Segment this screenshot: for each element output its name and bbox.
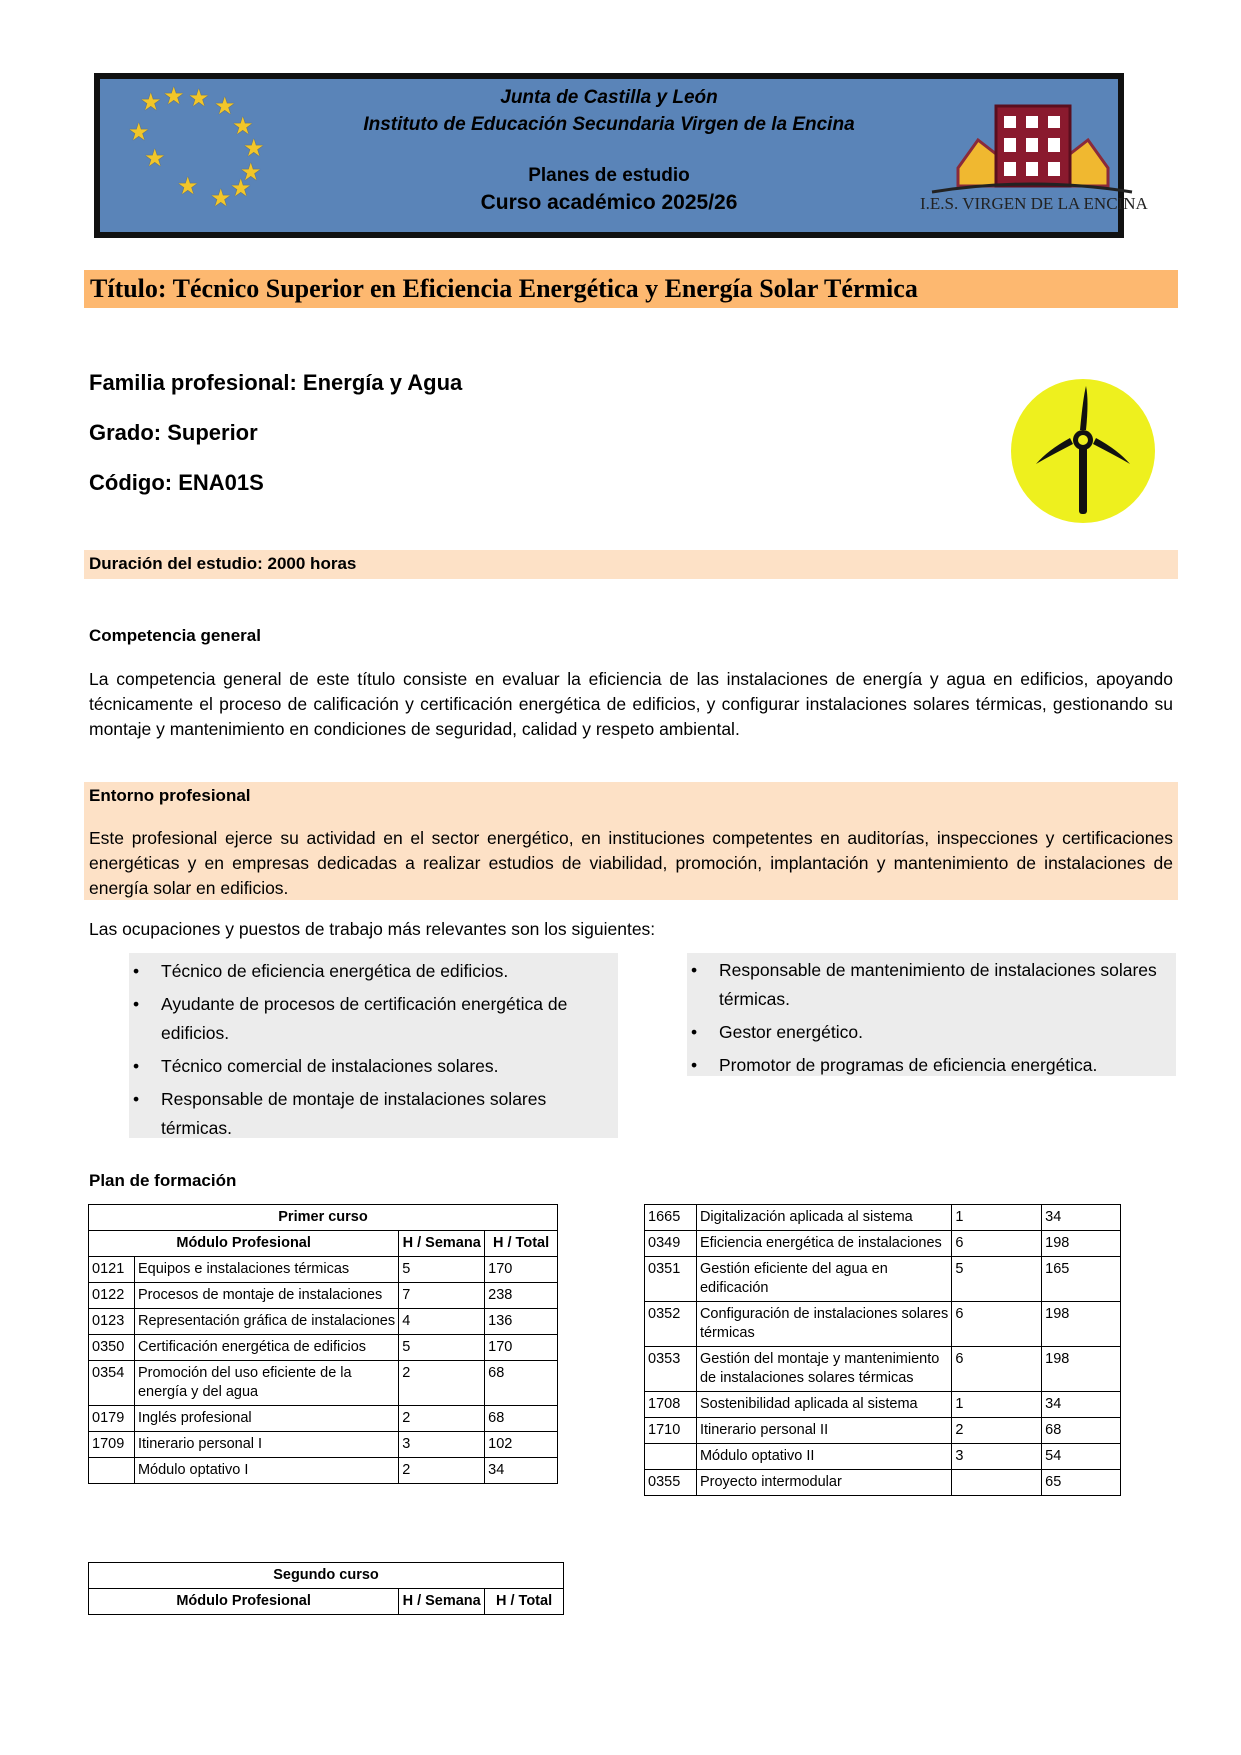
hours-total: 54 bbox=[1042, 1444, 1121, 1470]
eu-stars-logo: ★ ★ ★ ★ ★ ★ ★ ★ ★ ★ ★ ★ bbox=[128, 83, 265, 212]
header-line-instituto: Instituto de Educación Secundaria Virgen de la Encina bbox=[363, 114, 855, 135]
hours-total: 68 bbox=[1042, 1418, 1121, 1444]
hours-week: 1 bbox=[952, 1392, 1042, 1418]
col-total: H / Total bbox=[485, 1589, 564, 1615]
hours-week: 3 bbox=[952, 1444, 1042, 1470]
module-code: 0354 bbox=[89, 1361, 135, 1406]
col-modulo: Módulo Profesional bbox=[89, 1231, 399, 1257]
module-code bbox=[89, 1458, 135, 1484]
header-line-planes: Planes de estudio bbox=[528, 165, 690, 186]
table-row bbox=[89, 1309, 558, 1335]
table-row bbox=[645, 1257, 1121, 1302]
primer-curso-table bbox=[88, 1204, 558, 1484]
module-name: Equipos e instalaciones térmicas bbox=[134, 1257, 398, 1283]
col-modulo: Módulo Profesional bbox=[89, 1589, 399, 1615]
header-line-curso: Curso académico 2025/26 bbox=[480, 191, 738, 214]
competencia-text: La competencia general de este título consiste en evaluar la eficiencia de las instalaciones de energía y agua en edificios, apoyando técnicamente el proceso de calificación y certificación energética de edificios, y configurar instalaciones solares térmicas, gestionando su montaje y mantenimiento en condiciones de seguridad, calidad y respeto ambiental. bbox=[89, 669, 1173, 739]
module-name: Certificación energética de edificios bbox=[134, 1335, 398, 1361]
table-row bbox=[89, 1335, 558, 1361]
module-code: 0121 bbox=[89, 1257, 135, 1283]
hours-week: 5 bbox=[399, 1257, 485, 1283]
module-code: 0352 bbox=[645, 1302, 697, 1347]
hours-week: 5 bbox=[952, 1257, 1042, 1302]
wind-turbine-icon bbox=[1010, 378, 1156, 524]
module-name: Itinerario personal II bbox=[696, 1418, 951, 1444]
table-row bbox=[89, 1257, 558, 1283]
ocupacion-item: • Promotor de programas de eficiencia energética. bbox=[687, 1051, 1176, 1080]
hours-total: 65 bbox=[1042, 1470, 1121, 1496]
segundo-curso-header-table bbox=[88, 1562, 564, 1615]
table-row bbox=[89, 1361, 558, 1406]
col-semana: H / Semana bbox=[399, 1589, 485, 1615]
ocupacion-item: • Responsable de montaje de instalaciones solares térmicas. bbox=[129, 1085, 618, 1143]
header-line-junta: Junta de Castilla y León bbox=[500, 87, 718, 108]
col-semana: H / Semana bbox=[399, 1231, 485, 1257]
hours-total: 68 bbox=[485, 1361, 558, 1406]
hours-total: 170 bbox=[485, 1257, 558, 1283]
grado: Grado: Superior bbox=[89, 420, 258, 445]
module-code: 0123 bbox=[89, 1309, 135, 1335]
ocupacion-item: • Ayudante de procesos de certificación energética de edificios. bbox=[129, 990, 618, 1048]
ocupacion-item: • Gestor energético. bbox=[687, 1018, 1176, 1047]
segundo-curso-body bbox=[645, 1205, 1121, 1496]
module-name: Módulo optativo I bbox=[134, 1458, 398, 1484]
module-code: 0353 bbox=[645, 1347, 697, 1392]
hours-total: 170 bbox=[485, 1335, 558, 1361]
ocupaciones-left-box bbox=[129, 953, 618, 1138]
table-row bbox=[645, 1392, 1121, 1418]
col-total: H / Total bbox=[485, 1231, 558, 1257]
hours-week: 5 bbox=[399, 1335, 485, 1361]
entorno-text: Este profesional ejerce su actividad en el sector energético, en instituciones competentes en auditorías, inspecciones y certificaciones energéticas y en empresas dedicadas a realizar estudios de viabilidad, promoción, implantación y mantenimiento de instalaciones de energía solar en edificios. bbox=[89, 828, 1173, 898]
hours-total: 198 bbox=[1042, 1347, 1121, 1392]
module-code: 0179 bbox=[89, 1406, 135, 1432]
ocupacion-item: • Técnico comercial de instalaciones solares. bbox=[129, 1052, 618, 1081]
module-name: Sostenibilidad aplicada al sistema bbox=[696, 1392, 951, 1418]
hours-week: 7 bbox=[399, 1283, 485, 1309]
module-name: Itinerario personal I bbox=[134, 1432, 398, 1458]
module-name: Gestión del montaje y mantenimiento de instalaciones solares térmicas bbox=[696, 1347, 951, 1392]
module-name: Gestión eficiente del agua en edificación bbox=[696, 1257, 951, 1302]
school-logo-text: I.E.S. VIRGEN DE LA ENCINA bbox=[920, 194, 1148, 213]
hours-total: 198 bbox=[1042, 1231, 1121, 1257]
ocupacion-item: • Responsable de mantenimiento de instalaciones solares térmicas. bbox=[687, 956, 1176, 1014]
segundo-curso-header: Segundo curso bbox=[89, 1563, 564, 1589]
school-logo bbox=[918, 90, 1146, 220]
table-row bbox=[645, 1302, 1121, 1347]
module-code: 1710 bbox=[645, 1418, 697, 1444]
table-row bbox=[645, 1347, 1121, 1392]
hours-total: 68 bbox=[485, 1406, 558, 1432]
module-name: Inglés profesional bbox=[134, 1406, 398, 1432]
module-name: Proyecto intermodular bbox=[696, 1470, 951, 1496]
hours-week: 2 bbox=[399, 1458, 485, 1484]
entorno-heading: Entorno profesional bbox=[89, 786, 251, 805]
table-row bbox=[89, 1283, 558, 1309]
module-name: Procesos de montaje de instalaciones bbox=[134, 1283, 398, 1309]
module-name: Configuración de instalaciones solares térmicas bbox=[696, 1302, 951, 1347]
module-code: 0349 bbox=[645, 1231, 697, 1257]
hours-week: 3 bbox=[399, 1432, 485, 1458]
module-code: 1709 bbox=[89, 1432, 135, 1458]
hours-week: 4 bbox=[399, 1309, 485, 1335]
hours-total: 34 bbox=[485, 1458, 558, 1484]
hours-total: 34 bbox=[1042, 1392, 1121, 1418]
module-name: Digitalización aplicada al sistema bbox=[696, 1205, 951, 1231]
hours-week: 1 bbox=[952, 1205, 1042, 1231]
hours-total: 102 bbox=[485, 1432, 558, 1458]
module-name: Eficiencia energética de instalaciones bbox=[696, 1231, 951, 1257]
hours-week bbox=[952, 1470, 1042, 1496]
hours-week: 2 bbox=[399, 1361, 485, 1406]
module-code: 1708 bbox=[645, 1392, 697, 1418]
hours-week: 6 bbox=[952, 1231, 1042, 1257]
duracion-band bbox=[84, 550, 1178, 579]
table-row bbox=[645, 1444, 1121, 1470]
hours-week: 6 bbox=[952, 1302, 1042, 1347]
hours-total: 34 bbox=[1042, 1205, 1121, 1231]
module-name: Promoción del uso eficiente de la energía y del agua bbox=[134, 1361, 398, 1406]
duracion-text: Duración del estudio: 2000 horas bbox=[89, 554, 357, 573]
table-row bbox=[89, 1432, 558, 1458]
hours-total: 136 bbox=[485, 1309, 558, 1335]
hours-total: 198 bbox=[1042, 1302, 1121, 1347]
table-row bbox=[645, 1418, 1121, 1444]
page-title: Título: Técnico Superior en Eficiencia Energética y Energía Solar Térmica bbox=[90, 274, 918, 303]
title-band bbox=[84, 270, 1178, 308]
plan-heading: Plan de formación bbox=[89, 1171, 237, 1190]
table-row bbox=[645, 1205, 1121, 1231]
module-code: 0351 bbox=[645, 1257, 697, 1302]
table-row bbox=[89, 1406, 558, 1432]
ocupacion-item: • Técnico de eficiencia energética de edificios. bbox=[129, 957, 618, 986]
module-name: Representación gráfica de instalaciones bbox=[134, 1309, 398, 1335]
hours-total: 165 bbox=[1042, 1257, 1121, 1302]
competencia-heading: Competencia general bbox=[89, 626, 261, 645]
module-name: Módulo optativo II bbox=[696, 1444, 951, 1470]
hours-week: 2 bbox=[952, 1418, 1042, 1444]
familia-profesional: Familia profesional: Energía y Agua bbox=[89, 370, 463, 395]
hours-week: 2 bbox=[399, 1406, 485, 1432]
segundo-curso-table bbox=[644, 1204, 1121, 1496]
hours-week: 6 bbox=[952, 1347, 1042, 1392]
hours-total: 238 bbox=[485, 1283, 558, 1309]
ocupaciones-right-box bbox=[687, 953, 1176, 1076]
module-code: 0350 bbox=[89, 1335, 135, 1361]
module-code: 1665 bbox=[645, 1205, 697, 1231]
primer-curso-body bbox=[89, 1257, 558, 1484]
module-code: 0355 bbox=[645, 1470, 697, 1496]
table-row bbox=[645, 1470, 1121, 1496]
table-row bbox=[645, 1231, 1121, 1257]
module-code: 0122 bbox=[89, 1283, 135, 1309]
table-row bbox=[89, 1458, 558, 1484]
codigo: Código: ENA01S bbox=[89, 470, 264, 495]
ocupaciones-intro: Las ocupaciones y puestos de trabajo más relevantes son los siguientes: bbox=[89, 919, 656, 939]
primer-curso-header: Primer curso bbox=[89, 1205, 558, 1231]
module-code bbox=[645, 1444, 697, 1470]
